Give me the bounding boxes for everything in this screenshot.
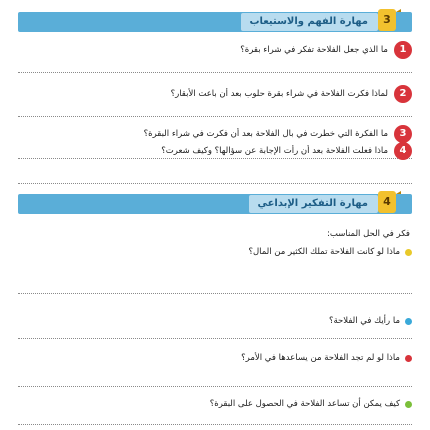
question-number: 2 <box>394 85 412 103</box>
yellow-bullet-icon <box>405 249 412 256</box>
item-text: ما رأيك في الفلاحة؟ <box>328 316 400 326</box>
question-text: ماذا فعلت الفلاحة بعد أن رأت الإجابة عن سؤالها؟ وكيف شعرت؟ <box>161 146 388 156</box>
answer-line[interactable] <box>18 386 412 387</box>
blue-bullet-icon <box>405 318 412 325</box>
section-title: مهارة الفهم والاستيعاب <box>241 13 378 31</box>
comprehension-banner <box>18 12 412 32</box>
question-number: 1 <box>394 41 412 59</box>
section-number: 4 <box>378 191 396 213</box>
creative-item-4 <box>18 396 412 412</box>
answer-line[interactable] <box>18 338 412 339</box>
banner-fold <box>396 9 401 12</box>
answer-line[interactable] <box>18 116 412 117</box>
creative-item-3 <box>18 350 412 366</box>
answer-line[interactable] <box>18 293 412 294</box>
creative-item-1 <box>18 244 412 260</box>
answer-line[interactable] <box>18 424 412 425</box>
item-text: ماذا لو كانت الفلاحة تملك الكثير من المال؟ <box>248 247 400 257</box>
question-text: لماذا فكرت الفلاحة في شراء بقرة حلوب بعد أن باعت الأبقار؟ <box>170 89 388 99</box>
question-2 <box>18 84 412 104</box>
question-text: ما الفكرة التي خطرت في بال الفلاحة بعد أن فكرت في شراء البقرة؟ <box>143 129 388 139</box>
question-4 <box>18 141 412 161</box>
banner-fold <box>396 191 401 194</box>
section-intro: فكر في الحل المناسب: <box>327 229 410 239</box>
section-number: 3 <box>378 9 396 31</box>
item-text: كيف يمكن أن تساعد الفلاحة في الحصول على البقرة؟ <box>209 399 400 409</box>
red-bullet-icon <box>405 355 412 362</box>
question-number: 3 <box>394 125 412 143</box>
answer-line[interactable] <box>18 72 412 73</box>
question-1 <box>18 40 412 60</box>
section-title: مهارة التفكير الإبداعي <box>249 195 378 213</box>
question-number: 4 <box>394 142 412 160</box>
creative-thinking-banner <box>18 194 412 214</box>
creative-item-2 <box>18 313 412 329</box>
green-bullet-icon <box>405 401 412 408</box>
item-text: ماذا لو لم تجد الفلاحة من يساعدها في الأمر؟ <box>241 353 400 363</box>
question-text: ما الذي جعل الفلاحة تفكر في شراء بقرة؟ <box>240 45 388 55</box>
answer-line[interactable] <box>18 183 412 184</box>
